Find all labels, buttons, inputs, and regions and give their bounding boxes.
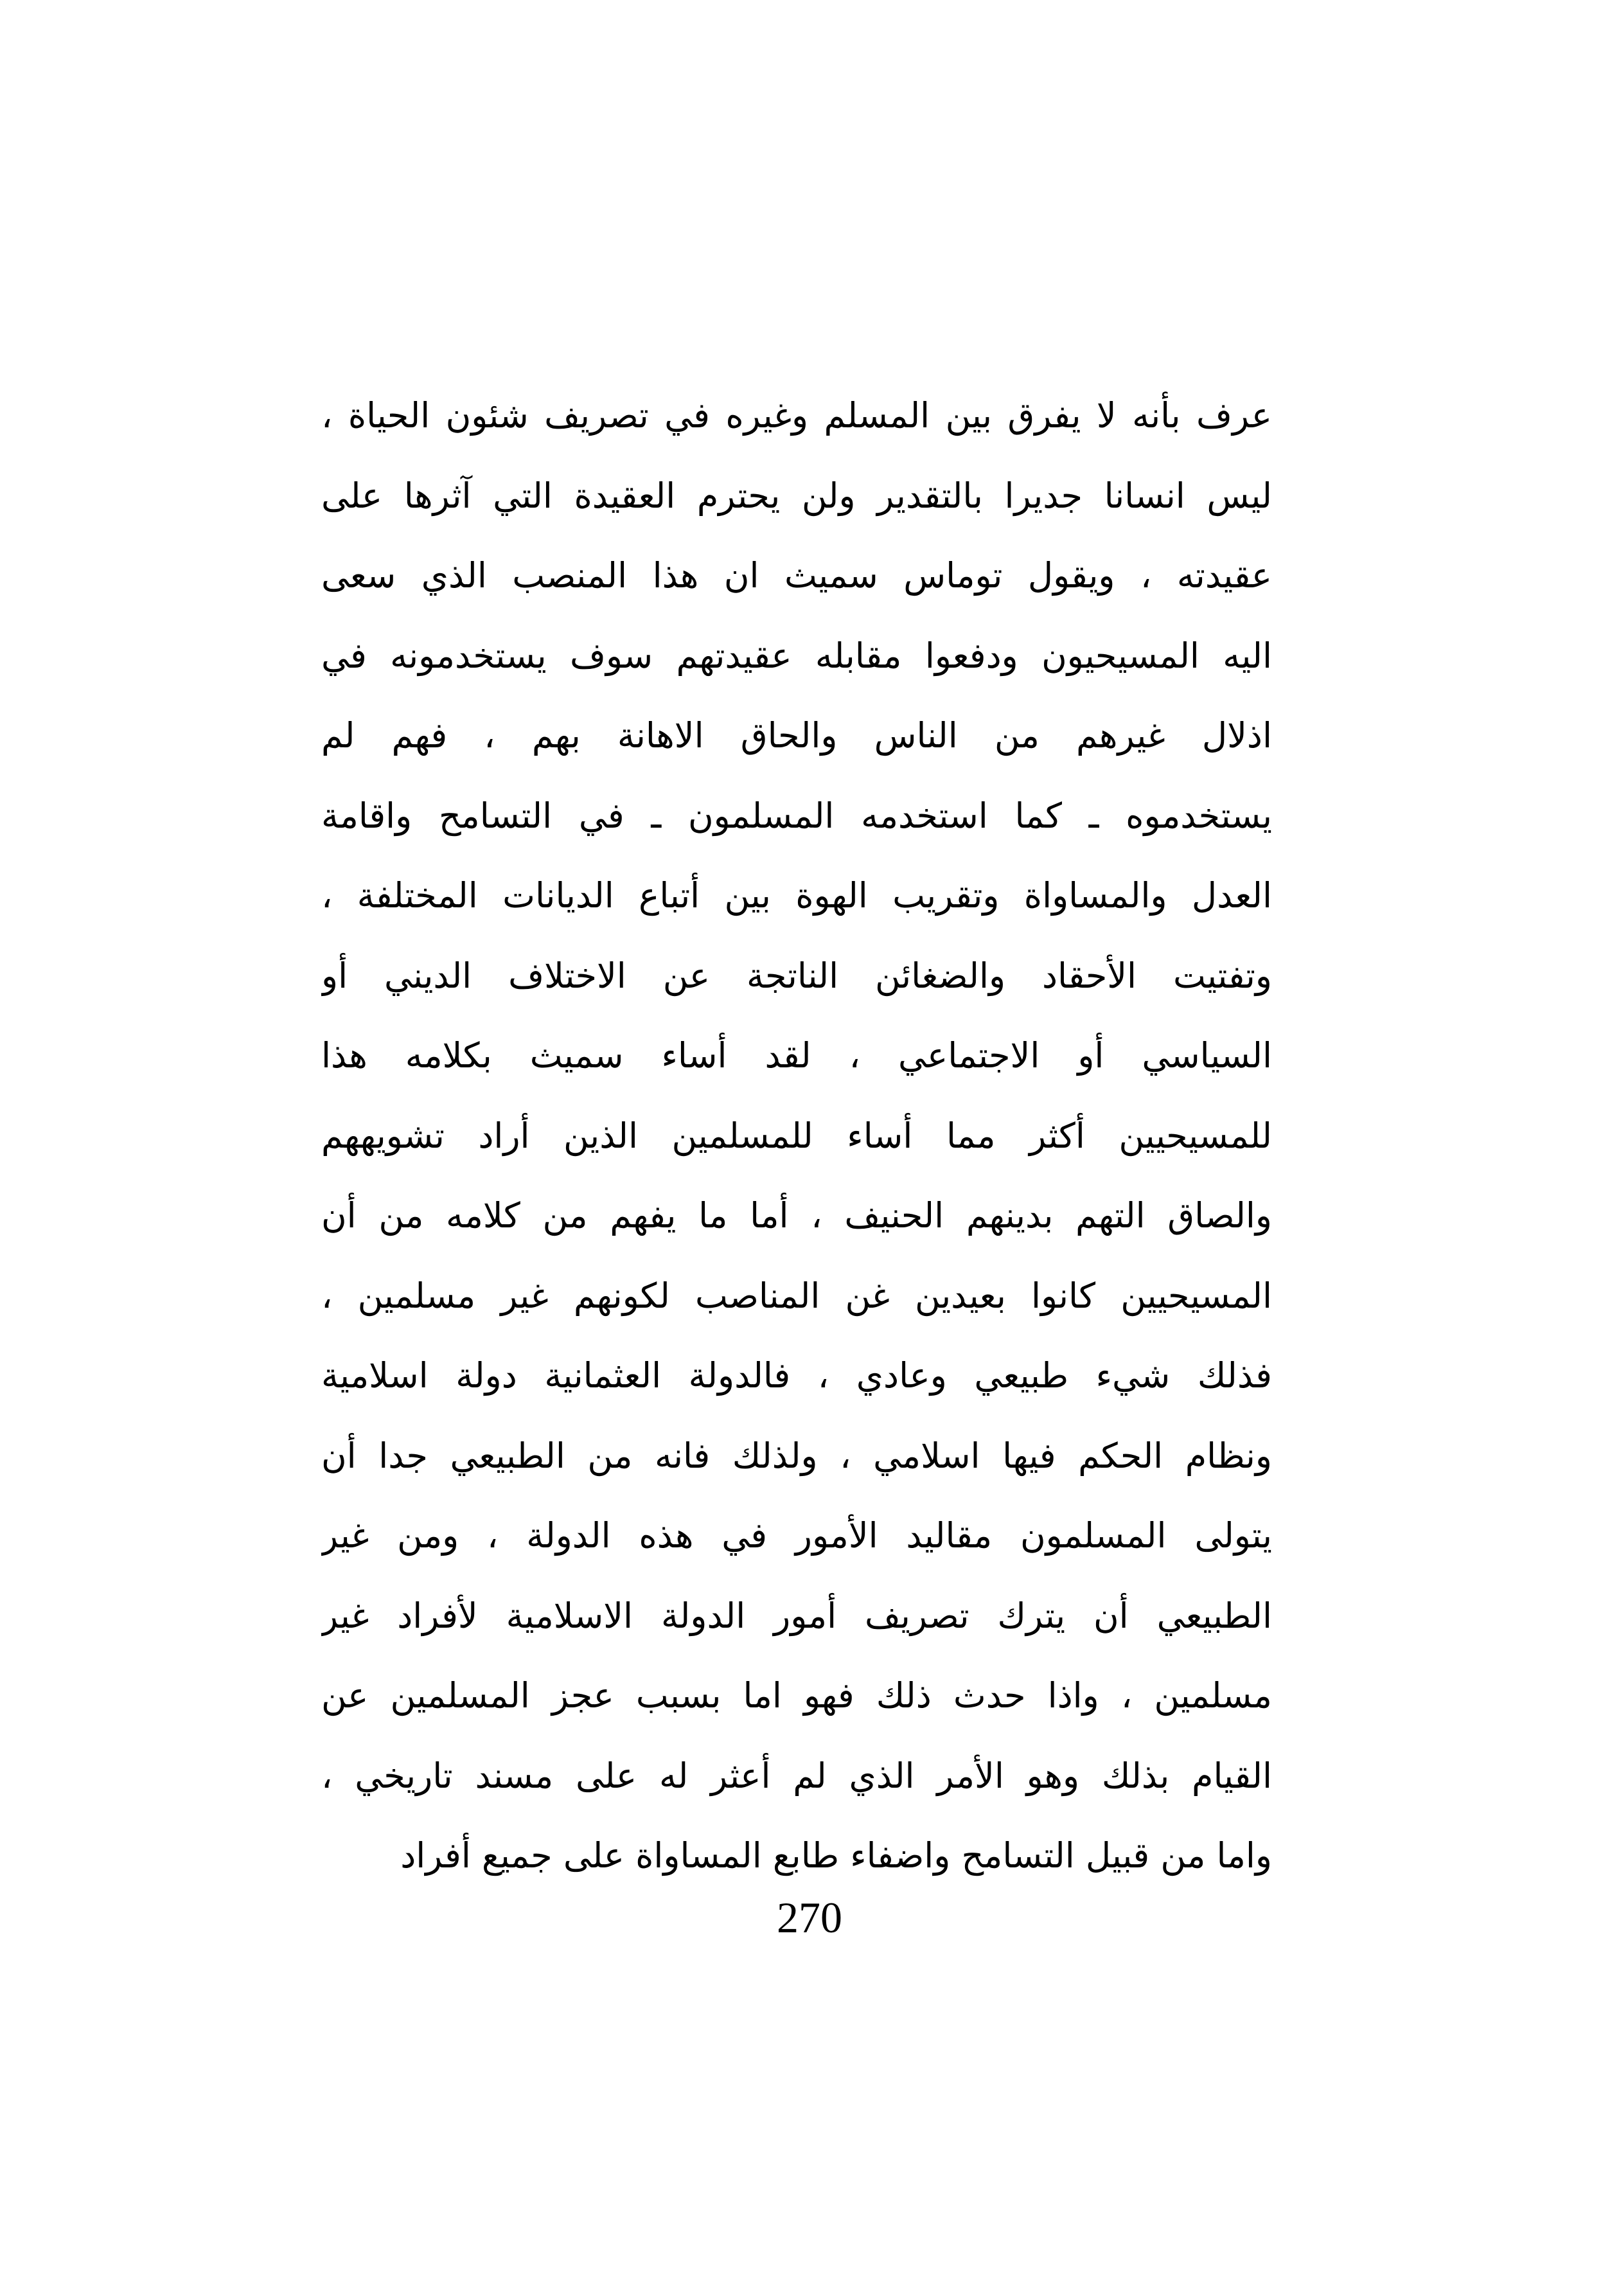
- text-line: اذلال غيرهم من الناس والحاق الاهانة بهم ، فهم لم: [321, 715, 1272, 756]
- text-line: ليس انسانا جديرا بالتقدير ولن يحترم العقيدة التي آثرها على: [321, 475, 1272, 516]
- text-line: والصاق التهم بدينهم الحنيف ، أما ما يفهم من كلامه من أن: [321, 1195, 1272, 1236]
- body-text: [321, 376, 1272, 1896]
- text-line: للمسيحيين أكثر مما أساء للمسلمين الذين أراد تشويههم: [321, 1115, 1272, 1156]
- text-line: عقيدته ، ويقول توماس سميث ان هذا المنصب الذي سعى: [321, 555, 1272, 596]
- text-line: الطبيعي أن يترك تصريف أمور الدولة الاسلامية لأفراد غير: [321, 1595, 1272, 1636]
- text-line: ونظام الحكم فيها اسلامي ، ولذلك فانه من الطبيعي جدا أن: [321, 1435, 1272, 1476]
- text-line: فذلك شيء طبيعي وعادي ، فالدولة العثمانية دولة اسلامية: [321, 1355, 1272, 1396]
- text-line: واما من قبيل التسامح واضفاء طابع المساواة على جميع أفراد: [400, 1835, 1272, 1876]
- text-line: يتولى المسلمون مقاليد الأمور في هذه الدولة ، ومن غير: [321, 1515, 1272, 1556]
- page-number: 270: [777, 1893, 842, 1942]
- text-line: السياسي أو الاجتماعي ، لقد أساء سميث بكلامه هذا: [321, 1035, 1272, 1076]
- text-line: وتفتيت الأحقاد والضغائن الناتجة عن الاختلاف الديني أو: [321, 955, 1272, 996]
- text-line: القيام بذلك وهو الأمر الذي لم أعثر له على مسند تاريخي ،: [321, 1755, 1272, 1796]
- text-line: يستخدموه ـ كما استخدمه المسلمون ـ في التسامح واقامة: [321, 795, 1272, 836]
- text-line: اليه المسيحيون ودفعوا مقابله عقيدتهم سوف يستخدمونه في: [321, 635, 1272, 676]
- text-line: مسلمين ، واذا حدث ذلك فهو اما بسبب عجز المسلمين عن: [321, 1675, 1272, 1716]
- text-line: المسيحيين كانوا بعيدين غن المناصب لكونهم غير مسلمين ،: [321, 1275, 1272, 1316]
- text-line: عرف بأنه لا يفرق بين المسلم وغيره في تصريف شئون الحياة ،: [321, 395, 1272, 436]
- text-line: العدل والمساواة وتقريب الهوة بين أتباع الديانات المختلفة ،: [321, 875, 1272, 916]
